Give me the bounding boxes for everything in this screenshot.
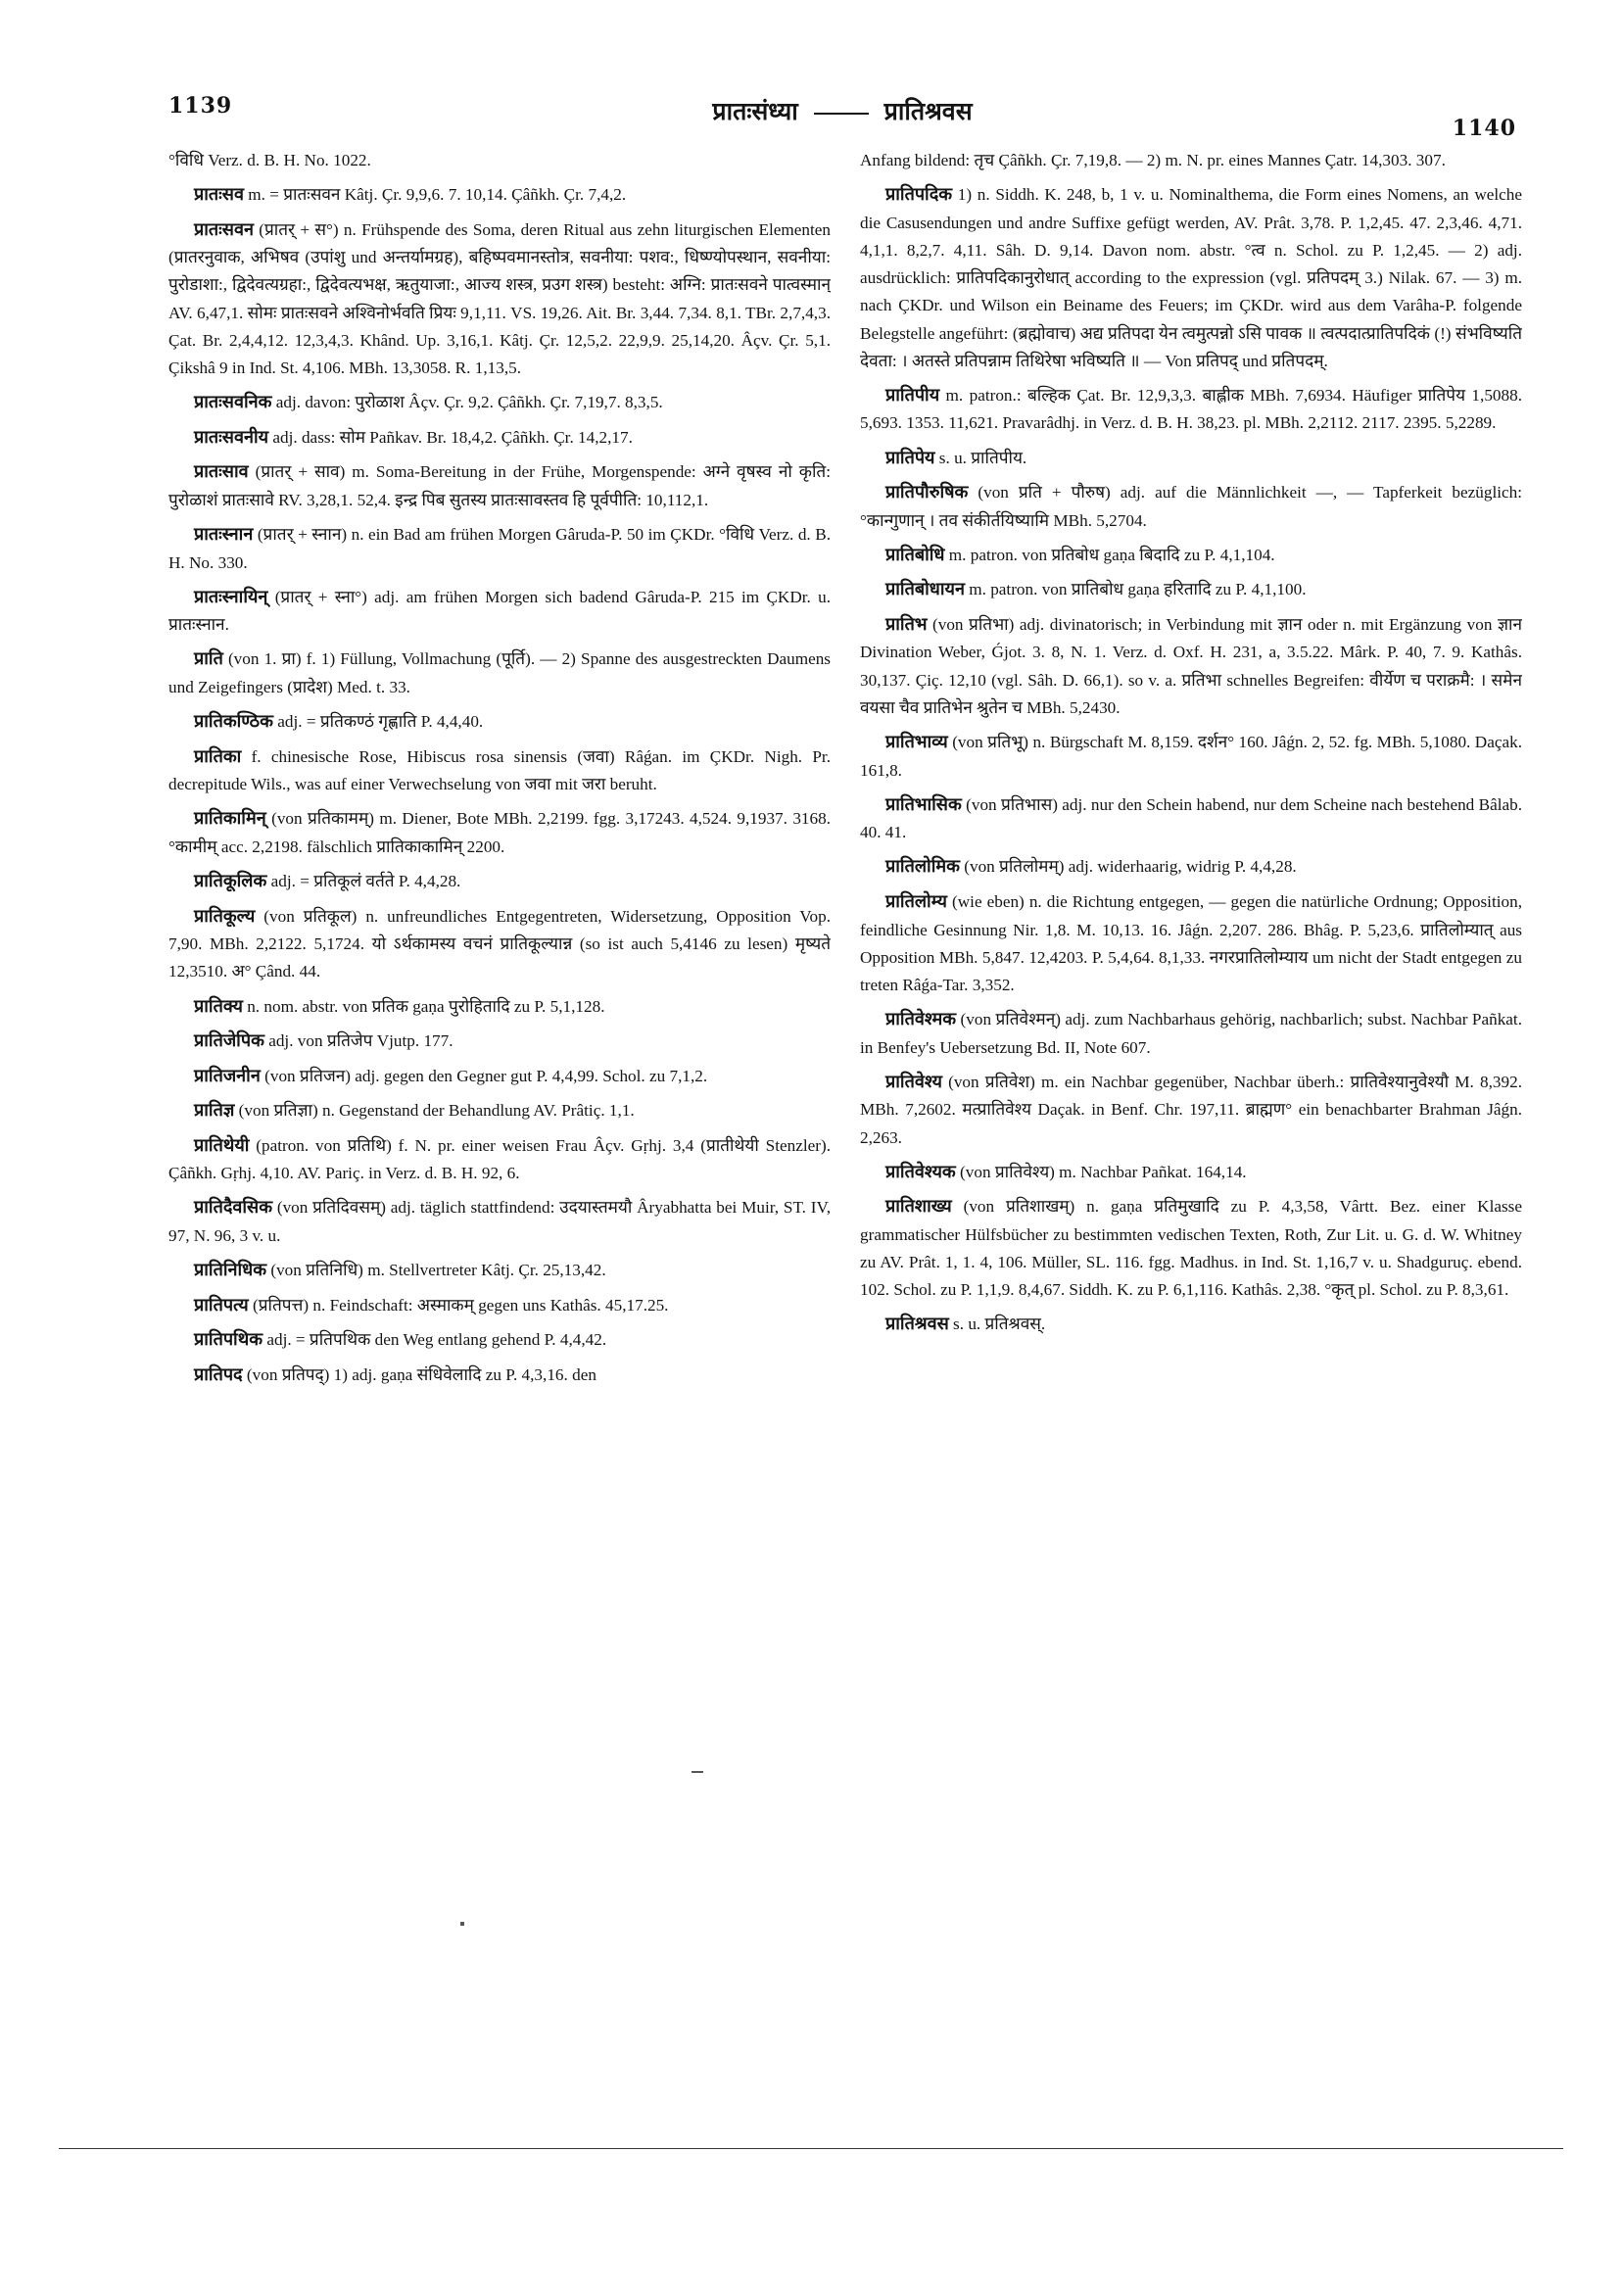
dictionary-entry	[860, 575, 1522, 604]
entry-body: (von प्रतिकामम्) m. Diener, Bote MBh. 2,2199. fgg. 3,17243. 4,524. 9,1937. 3168. °कामीम् acc. 2,2198. fälschlich प्रातिकाकामिन् 2200.	[168, 809, 831, 856]
entry-body: (von प्रति + पौरुष) adj. auf die Männlichkeit —, — Tapferkeit bezüglich: °कान्गुणान् । तव संकीर्तयिष्यामि MBh. 5,2704.	[860, 483, 1522, 530]
entry-headword: प्रातःस्नायिन्	[194, 586, 268, 607]
dictionary-entry	[168, 645, 831, 701]
entry-body: adj. = प्रतिकूलं वर्तते P. 4,4,28.	[266, 872, 461, 891]
header-title-right: प्रातिश्रवस	[883, 97, 973, 125]
entry-headword: प्रातःसवनिक	[194, 392, 272, 413]
dictionary-entry	[168, 147, 831, 174]
dictionary-entry	[168, 583, 831, 640]
entry-headword: प्रातिशाख्य	[885, 1196, 952, 1218]
scan-speck	[692, 1771, 703, 1773]
entry-body: adj. dass: सोम Pañkav. Br. 18,4,2. Çâñkh. Çr. 14,2,17.	[268, 427, 633, 447]
entry-body: (von प्रातिवेश्य) m. Nachbar Pañkat. 164,14.	[955, 1162, 1247, 1181]
entry-body: (von प्रतिभा) adj. divinatorisch; in Verbindung mit ज्ञान oder n. mit Ergänzung von ज्ञान Divination Weber, Ǵjot. 3. 8, N. 1. Verz. d. Oxf. H. 231, a, 3.5.22. Mârk. P. 40, 7. 9. Kathâs. 30,137. Çiç. 12,10 (vgl. Sâh. D. 66,1). so v. a. प्रतिभा schnelles Begreifen: वीर्येण च पराक्रमै: । समेन वयसा चैव प्रातिभेन श्रुतेन च MBh. 5,2430.	[860, 614, 1522, 717]
dictionary-entry	[168, 215, 831, 383]
entry-body: (von प्रतिवेश्मन्) adj. zum Nachbarhaus gehörig, nachbarlich; subst. Nachbar Pañkat. in Benfey's Uebersetzung Bd. II, Note 607.	[860, 1010, 1522, 1057]
dictionary-entry	[860, 147, 1522, 174]
page-number-right: 1140	[1452, 116, 1516, 141]
dictionary-entry	[860, 887, 1522, 999]
header-title-left: प्रातःसंध्या	[712, 97, 798, 125]
page-number-left: 1139	[168, 93, 233, 119]
entry-body: adj. davon: पुरोळाश Âçv. Çr. 9,2. Çâñkh. Çr. 7,19,7. 8,3,5.	[271, 393, 663, 412]
dictionary-entry	[168, 1096, 831, 1125]
dictionary-entry	[168, 902, 831, 986]
dictionary-entry	[860, 1310, 1522, 1339]
dictionary-entry	[168, 1325, 831, 1355]
entry-body: (प्रातर् + साव) m. Soma-Bereitung in der Frühe, Morgenspende: अग्ने वृषस्व नो कृति: पुरोळाशं प्रातःसावे RV. 3,28,1. 52,4. इन्द्र पिब सुतस्य प्रातःसावस्तव हि पूर्वपीति: 10,112,1.	[168, 462, 831, 509]
dictionary-entry	[168, 180, 831, 210]
entry-headword: प्रातिबोधायन	[885, 579, 965, 600]
entry-body: s. u. प्रतिश्रवस्.	[948, 1315, 1046, 1334]
entry-body: (von प्रतिपद्) 1) adj. gaṇa संधिवेलादि zu P. 4,3,16. den	[242, 1364, 596, 1384]
entry-headword: प्रातिकामिन्	[194, 808, 266, 830]
entry-body: m. = प्रातःसवन Kâtj. Çr. 9,9,6. 7. 10,14. Çâñkh. Çr. 7,4,2.	[243, 185, 627, 205]
entry-headword: प्रातिवेश्य	[885, 1071, 942, 1092]
dictionary-entry	[168, 992, 831, 1022]
dictionary-entry	[168, 520, 831, 577]
entry-body: (von प्रतिजन) adj. gegen den Gegner gut P. 4,4,99. Schol. zu 7,1,2.	[260, 1066, 708, 1085]
entry-headword: प्रातिपेय	[885, 447, 935, 468]
dictionary-entry	[860, 541, 1522, 570]
entry-headword: प्रातिवेश्यक	[885, 1161, 956, 1182]
entry-body: (von प्रतिकूल) n. unfreundliches Entgegentreten, Widersetzung, Opposition Vop. 7,90. MBh. 2,2122. 5,1724. यो ऽर्थकामस्य वचनं प्रातिकूल्यान्न (so ist auch 5,4146 zu lesen) मृष्यते 12,3510. अ° Çând. 44.	[168, 906, 831, 981]
dictionary-entry	[168, 1027, 831, 1056]
entry-body: (von प्रतिशाखम्) n. gaṇa प्रतिमुखादि zu P. 4,3,58, Vârtt. Bez. einer Klasse grammatischer Hülfsbücher zu bestimmten vedischen Texten, Roth, Zur Lit. u. G. d. W. Whitney zu AV. Prât. 1, 1. 4, 106. Müller, SL. 116. fgg. Madhus. in Ind. St. 1,16,7 v. u. Shadguruç. ebend. 102. Schol. zu P. 1,1,9. 8,4,67. Siddh. K. zu P. 6,1,116. Kathâs. 2,38. °कृत् pl. Schol. zu P. 8,3,61.	[860, 1197, 1522, 1300]
entry-body: Anfang bildend: तृच Çâñkh. Çr. 7,19,8. — 2) m. N. pr. eines Mannes Çatr. 14,303. 307.	[860, 151, 1446, 169]
dictionary-entry	[860, 728, 1522, 785]
dictionary-entry	[168, 1256, 831, 1285]
entry-headword: प्रातिकूलिक	[194, 871, 267, 892]
entry-headword: प्रातिकूल्य	[194, 905, 256, 927]
entry-body: f. chinesische Rose, Hibiscus rosa sinensis (जवा) Râǵan. im ÇKDr. Nigh. Pr. decrepitude Wils., was auf einer Verwechselung von जवा mit जरा beruht.	[168, 746, 831, 794]
entry-body: (von प्रतिवेश) m. ein Nachbar gegenüber, Nachbar überh.: प्रातिवेश्यानुवेश्यौ M. 8,392. MBh. 7,2602. मत्प्रातिवेश्य Daçak. in Benf. Chr. 197,11. ब्राह्मण° ein benachbarter Brahman Jâǵn. 2,263.	[860, 1072, 1522, 1147]
entry-body: (von प्रतिज्ञा) n. Gegenstand der Behandlung AV. Prâtiç. 1,1.	[234, 1101, 635, 1121]
entry-headword: प्रातिजेपिक	[194, 1030, 264, 1052]
entry-body: (प्रातर् + स°) n. Frühspende des Soma, deren Ritual aus zehn liturgischen Elementen (प्रातरनुवाक, अभिषव (उपांशु und अन्तर्यामग्रह), बहिष्पवमानस्तोत्र, सवनीया: पशव:, धिष्ण्योपस्थान, सवनीया: पुरोडाशा:, द्विदेवत्यग्रहा:, द्विदेवत्यभक्ष, ऋतुयाजा:, आज्य शस्त्र, प्रउग शस्त्र) besteht: अग्नि: प्रातःसवने पात्वस्मान् AV. 6,47,1. सोमः प्रातःसवने अश्विनोर्भवति प्रियः 9,1,11. VS. 19,26. Ait. Br. 3,44. 7,34. 8,1. TBr. 2,7,4,3. Çat. Br. 2,4,4,12. 12,3,4,3. Khând. Up. 3,16,1. Kâtj. Çr. 12,5,2. 22,9,9. 25,14,20. Âçv. Çr. 5,1. Çikshâ 9 in Ind. St. 4,106. MBh. 13,3058. R. 1,13,5.	[168, 219, 831, 378]
dictionary-entry	[860, 381, 1522, 438]
entry-headword: प्रातिजनीन	[194, 1065, 261, 1086]
entry-headword: प्रातःसवनीय	[194, 426, 269, 448]
dictionary-entry	[860, 478, 1522, 535]
dictionary-entry	[860, 180, 1522, 375]
entry-headword: प्रातिका	[194, 745, 242, 767]
entry-headword: प्रातिभ	[885, 613, 928, 635]
entry-headword: प्रातिपत्य	[194, 1294, 249, 1315]
entry-headword: प्रातिपीय	[885, 384, 940, 406]
left-column	[168, 147, 831, 2067]
entry-body: (प्रतिपत्त) n. Feindschaft: अस्माकम् gegen uns Kathâs. 45,17.25.	[248, 1295, 669, 1315]
entry-headword: प्रातिज्ञ	[194, 1100, 235, 1122]
entry-headword: प्रातःसव	[194, 184, 244, 206]
entry-headword: प्रातिपद	[194, 1363, 243, 1385]
dictionary-entry	[860, 1192, 1522, 1304]
dictionary-entry	[168, 1193, 831, 1250]
entry-body: (von प्रतिदिवसम्) adj. täglich stattfindend: उदयास्तमयौ Âryabhatta bei Muir, ST. IV, 97, N. 96, 3 v. u.	[168, 1198, 831, 1245]
entry-headword: प्रातिलोमिक	[885, 856, 960, 878]
dictionary-entry	[860, 444, 1522, 473]
entry-body: m. patron. von प्रातिबोध gaṇa हरितादि zu P. 4,1,100.	[964, 580, 1307, 599]
entry-body: (von प्रतिनिधि) m. Stellvertreter Kâtj. Çr. 25,13,42.	[266, 1261, 606, 1280]
entry-body: n. nom. abstr. von प्रतिक gaṇa पुरोहितादि zu P. 5,1,128.	[242, 996, 605, 1016]
entry-body: adj. = प्रतिपथिक den Weg entlang gehend P. 4,4,42.	[262, 1330, 607, 1350]
dictionary-entry	[168, 423, 831, 453]
entry-body: s. u. प्रातिपीय.	[934, 448, 1027, 467]
entry-headword: प्रातिपथिक	[194, 1329, 263, 1351]
header-dash	[814, 113, 869, 115]
entry-headword: प्रातिनिधिक	[194, 1260, 267, 1281]
entry-headword: प्रातःस्नान	[194, 524, 254, 545]
entry-body: (प्रातर् + स्नान) n. ein Bad am frühen Morgen Gâruda-P. 50 im ÇKDr. °विधि Verz. d. B. H. No. 330.	[168, 525, 831, 572]
dictionary-entry	[168, 1131, 831, 1188]
entry-body: adj. von प्रतिजेप Vjutp. 177.	[263, 1031, 453, 1051]
entry-body: (von प्रतिलोमम्) adj. widerhaarig, widrig P. 4,4,28.	[959, 857, 1297, 877]
entry-headword: प्राति	[194, 648, 223, 670]
entry-body: (patron. von प्रतिथि) f. N. pr. einer weisen Frau Âçv. Gṛhj. 3,4 (प्रातीथेयी Stenzler). Çâñkh. Gṛhj. 4,10. AV. Pariç. in Verz. d. B. H. 92, 6.	[168, 1135, 831, 1183]
entry-headword: प्रातिभाव्य	[885, 732, 948, 753]
dictionary-entry	[860, 790, 1522, 847]
dictionary-entry	[168, 388, 831, 417]
entry-body: m. patron. von प्रतिबोध gaṇa बिदादि zu P. 4,1,104.	[944, 545, 1275, 564]
entry-headword: प्रातःसवन	[194, 218, 254, 240]
entry-body: (von प्रतिभास) adj. nur den Schein habend, nur dem Scheine nach bestehend Bâlab. 40. 41.	[860, 794, 1522, 842]
entry-headword: प्रातिक्य	[194, 995, 243, 1017]
right-column	[860, 147, 1522, 2067]
entry-body: 1) n. Siddh. K. 248, b, 1 v. u. Nominalthema, die Form eines Nomens, an welche die Casusendungen und andre Suffixe gefügt werden, AV. Prât. 3,78. P. 1,2,45. 47. 2,3,46. 4,71. 4,1,1. 8,2,7. 4,11. Sâh. D. 9,14. Davon nom. abstr. °त्व n. Schol. zu P. 1,2,45. — 2) adj. ausdrücklich: प्रातिपदिकानुरोधात् according to the expression (vgl. प्रतिपदम् 3.) Nilak. 67. — 3) m. nach ÇKDr. und Wilson ein Beiname des Feuers; im ÇKDr. wird aus dem Varâha-P. folgende Belegstelle angeführt: (ब्रह्मोवाच) अद्य प्रतिपदा येन त्वमुत्पन्नो ऽसि पावक ॥ त्वत्पदात्प्रातिपदिकं (!) संभविष्यति देवता: । अतस्ते प्रतिपन्नाम तिथिरेषा भविष्यति ॥ — Von प्रतिपद् und प्रतिपदम्.	[860, 185, 1522, 370]
entry-body: °विधि Verz. d. B. H. No. 1022.	[168, 151, 371, 169]
dictionary-entry	[860, 1158, 1522, 1187]
dictionary-entry	[168, 804, 831, 861]
entry-body: (wie eben) n. die Richtung entgegen, — gegen die natürliche Ordnung; Opposition, feindliche Gesinnung Nir. 1,8. M. 10,13. 16. Jâǵn. 2,207. 286. Bhâg. P. 5,23,6. प्रातिलोम्यात् aus Opposition MBh. 5,847. 12,4203. P. 5,4,64. 8,1,33. नगरप्रातिलोम्याय um nicht der Stadt entgegen zu treten Râǵa-Tar. 3,352.	[860, 892, 1522, 994]
entry-body: (von प्रतिभू) n. Bürgschaft M. 8,159. दर्शन° 160. Jâǵn. 2, 52. fg. MBh. 5,1080. Daçak. 161,8.	[860, 733, 1522, 780]
entry-headword: प्रातिश्रवस	[885, 1314, 949, 1335]
entry-body: adj. = प्रतिकण्ठं गृह्णाति P. 4,4,40.	[272, 712, 484, 732]
entry-headword: प्रातिथेयी	[194, 1134, 250, 1156]
dictionary-entry	[168, 867, 831, 896]
dictionary-entry	[168, 1361, 831, 1390]
entry-body: (प्रातर् + स्ना°) adj. am frühen Morgen sich badend Gâruda-P. 215 im ÇKDr. u. प्रातःस्नान.	[168, 587, 831, 635]
entry-headword: प्रातःसाव	[194, 461, 249, 483]
entry-headword: प्रातिबोधि	[885, 544, 945, 565]
dictionary-entry	[860, 1068, 1522, 1152]
scan-speck	[460, 1922, 464, 1926]
entry-headword: प्रातिपदिक	[885, 184, 953, 206]
dictionary-entry	[168, 457, 831, 514]
dictionary-entry	[168, 742, 831, 799]
dictionary-entry	[860, 852, 1522, 882]
dictionary-entry	[168, 1062, 831, 1091]
dictionary-entry	[860, 610, 1522, 722]
entry-body: (von 1. प्रा) f. 1) Füllung, Vollmachung (पूर्ति). — 2) Spanne des ausgestreckten Daumens und Zeigefingers (प्रादेश) Med. t. 33.	[168, 649, 831, 696]
entry-body: m. patron.: बल्हिक Çat. Br. 12,9,3,3. बाह्लीक MBh. 7,6934. Häufiger प्रातिपेय 1,5088. 5,693. 1353. 11,621. Pravarâdhj. in Verz. d. B. H. 38,23. pl. MBh. 2,2112. 2117. 2395. 5,2289.	[860, 385, 1522, 433]
entry-headword: प्रातिलोम्य	[885, 891, 947, 912]
entry-headword: प्रातिपौरुषिक	[885, 482, 969, 503]
entry-headword: प्रातिकण्ठिक	[194, 711, 273, 733]
bottom-rule	[59, 2148, 1563, 2149]
running-header	[588, 94, 1097, 127]
dictionary-entry	[168, 1291, 831, 1320]
dictionary-entry	[168, 707, 831, 737]
entry-headword: प्रातिवेश्मक	[885, 1009, 957, 1030]
dictionary-entry	[860, 1005, 1522, 1062]
entry-headword: प्रातिभासिक	[885, 793, 962, 815]
entry-headword: प्रातिदैवसिक	[194, 1197, 273, 1219]
